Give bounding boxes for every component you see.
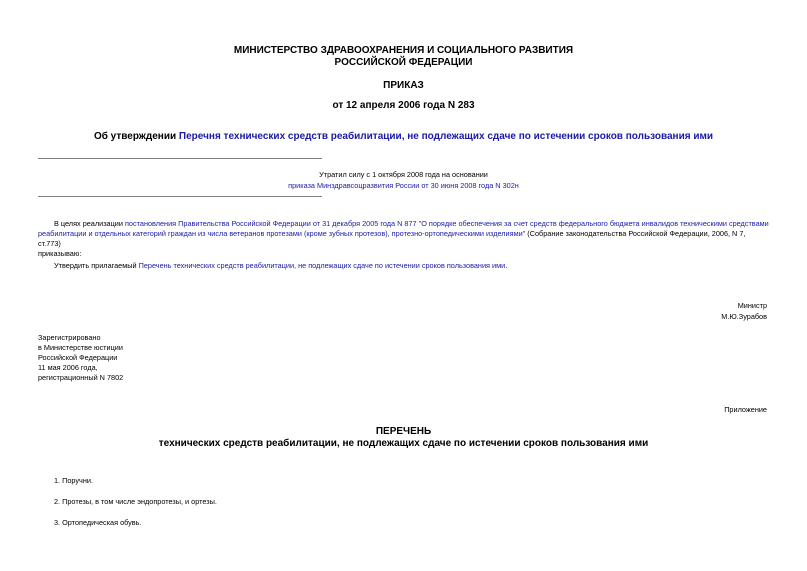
- signature-position: Министр: [737, 301, 767, 310]
- registration-block: [38, 333, 123, 383]
- title-link[interactable]: Перечня технических средств реабилитации, не подлежащих сдаче по истечении сроков пользования ими: [178, 131, 714, 142]
- status-line1: Утратил силу с 1 октября 2008 года на основании: [319, 170, 488, 179]
- list-item: 3. Ортопедическая обувь.: [54, 518, 142, 527]
- rule-top: [38, 158, 322, 159]
- preamble-suffix: (Собрание законодательства Российской Федерации, 2006, N 7, ст.773): [38, 229, 746, 248]
- approve-link[interactable]: Перечень технических средств реабилитации, не подлежащих сдаче по истечении сроков пользования ими: [138, 261, 506, 270]
- registration-line: Российской Федерации: [38, 353, 118, 362]
- status-link[interactable]: приказа Минздравсоцразвития России от 30 июня 2008 года N 302н: [288, 181, 519, 190]
- doc-type: ПРИКАЗ: [383, 80, 424, 91]
- order-approve: [54, 261, 774, 271]
- appendix-subheading: технических средств реабилитации, не подлежащих сдаче по истечении сроков пользования ими: [158, 438, 649, 449]
- registration-line: в Министерстве юстиции: [38, 343, 123, 352]
- doc-date: от 12 апреля 2006 года N 283: [332, 100, 475, 111]
- doc-title: [0, 131, 807, 142]
- approve-prefix: Утвердить прилагаемый: [54, 261, 139, 270]
- order-label: приказываю:: [38, 249, 82, 258]
- list-item: 1. Поручни.: [54, 476, 93, 485]
- list-item: 2. Протезы, в том числе эндопротезы, и ортезы.: [54, 497, 217, 506]
- approve-suffix: .: [505, 261, 508, 270]
- signature-name: М.Ю.Зурабов: [721, 312, 767, 321]
- appendix-label: Приложение: [724, 405, 767, 414]
- title-prefix: Об утверждении: [93, 131, 179, 142]
- registration-line: Зарегистрировано: [38, 333, 101, 342]
- rule-bottom: [38, 196, 322, 197]
- preamble-prefix: В целях реализации: [54, 219, 125, 228]
- ministry-line2: РОССИЙСКОЙ ФЕДЕРАЦИИ: [334, 57, 473, 68]
- ministry-line1: МИНИСТЕРСТВО ЗДРАВООХРАНЕНИЯ И СОЦИАЛЬНОГО РАЗВИТИЯ: [233, 45, 574, 56]
- appendix-heading: ПЕРЕЧЕНЬ: [375, 426, 432, 437]
- registration-line: 11 мая 2006 года,: [38, 363, 98, 372]
- registration-line: регистрационный N 7802: [38, 373, 124, 382]
- preamble-paragraph: [38, 219, 770, 249]
- preamble-link[interactable]: постановления Правительства Российской Федерации от 31 декабря 2005 года N 877 "О порядке обеспечения за счет средств федерального бюджета инвалидов техническими средствами реабилитации и отдельных категорий граждан из числа ветеранов протезами (кроме зубных протезов), протезно-ортопедическими изделиями": [38, 219, 769, 238]
